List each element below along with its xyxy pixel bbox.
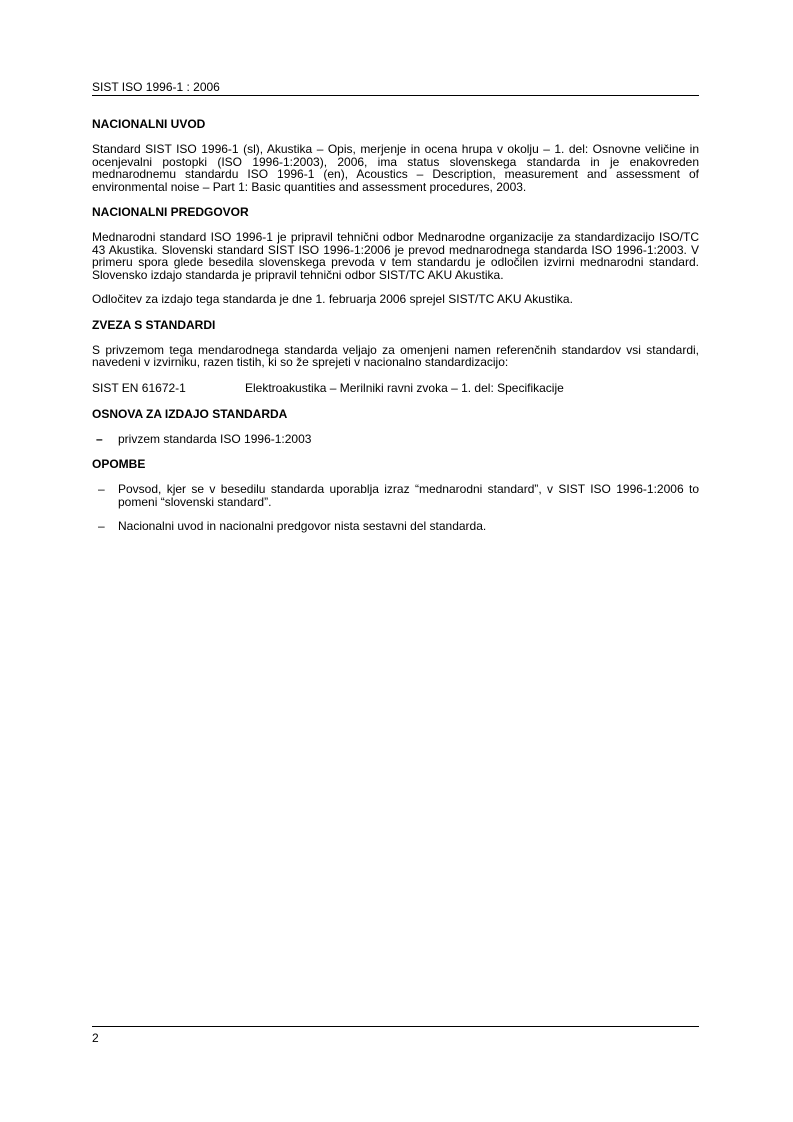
paragraph: S privzemom tega mendarodnega standarda veljajo za omenjeni namen referenčnih standardov vsi standardi, navedeni v izvirniku, razen tistih, ki so že sprejeti v nacionalno standardizacijo:: [92, 342, 699, 369]
dash-bullet: –: [96, 431, 103, 446]
running-header: SIST ISO 1996-1 : 2006: [92, 80, 220, 94]
section-heading: ZVEZA S STANDARDI: [92, 317, 216, 332]
list-item-text: Povsod, kjer se v besedilu standarda uporablja izraz “mednarodni standard”, v SIST ISO 1996-1:2006 to pomeni “slovenski standard”.: [118, 482, 699, 509]
document-body: [92, 117, 699, 545]
paragraph: Mednarodni standard ISO 1996-1 je pripravil tehnični odbor Mednarodne organizacije za standardizacijo ISO/TC 43 Akustika. Slovenski standard SIST ISO 1996-1:2006 je prevod mednarodnega standarda ISO 1996-1:2003. V primeru spora glede besedila slovenskega prevoda v tem standardu je odločilen izvirni mednarodni standard. Slovensko izdajo standarda je pripravil tehnični odbor SIST/TC AKU Akustika.: [92, 230, 699, 282]
section-basis: [92, 407, 699, 446]
section-heading: OSNOVA ZA IZDAJO STANDARDA: [92, 406, 288, 421]
dash-bullet: –: [98, 519, 105, 533]
section-heading: NACIONALNI UVOD: [92, 117, 206, 131]
reference-standard-title: Elektroakustika – Merilniki ravni zvoka – 1. del: Specifikacije: [245, 380, 564, 395]
section-related-standards: [92, 318, 699, 395]
reference-standard-code: SIST EN 61672-1: [92, 380, 186, 395]
notes-list: [92, 483, 699, 533]
section-national-foreword: [92, 205, 699, 306]
section-heading: NACIONALNI PREDGOVOR: [92, 205, 249, 219]
dash-bullet: –: [98, 482, 105, 496]
footer-rule: [92, 1026, 699, 1027]
reference-standard-row: [92, 381, 699, 395]
paragraph: Odločitev za izdajo tega standarda je dne 1. februarja 2006 sprejel SIST/TC AKU Akustika.: [92, 292, 573, 306]
page-number: 2: [92, 1031, 99, 1045]
section-heading: OPOMBE: [92, 457, 146, 471]
document-page: [92, 0, 699, 1122]
list-item: [92, 433, 699, 446]
paragraph: Standard SIST ISO 1996-1 (sl), Akustika – Opis, merjenje in ocena hrupa v okolju – 1. del: Osnovne veličine in ocenjevalni postopki (ISO 1996-1:2003), 2006, ima status slovenskega standarda in je enakovreden mednarodnemu standardu ISO 1996-1 (en), Acoustics – Description, measurement and assessment of environmental noise – Part 1: Basic quantities and assessment procedures, 2003.: [92, 142, 699, 194]
header-rule: [92, 95, 699, 96]
list-item-text: privzem standarda ISO 1996-1:2003: [118, 431, 312, 446]
list-item: [92, 520, 699, 533]
section-notes: [92, 457, 699, 533]
section-national-intro: [92, 117, 699, 193]
list-item: [92, 483, 699, 508]
list-item-text: Nacionalni uvod in nacionalni predgovor nista sestavni del standarda.: [118, 519, 487, 533]
basis-list: [92, 433, 699, 446]
